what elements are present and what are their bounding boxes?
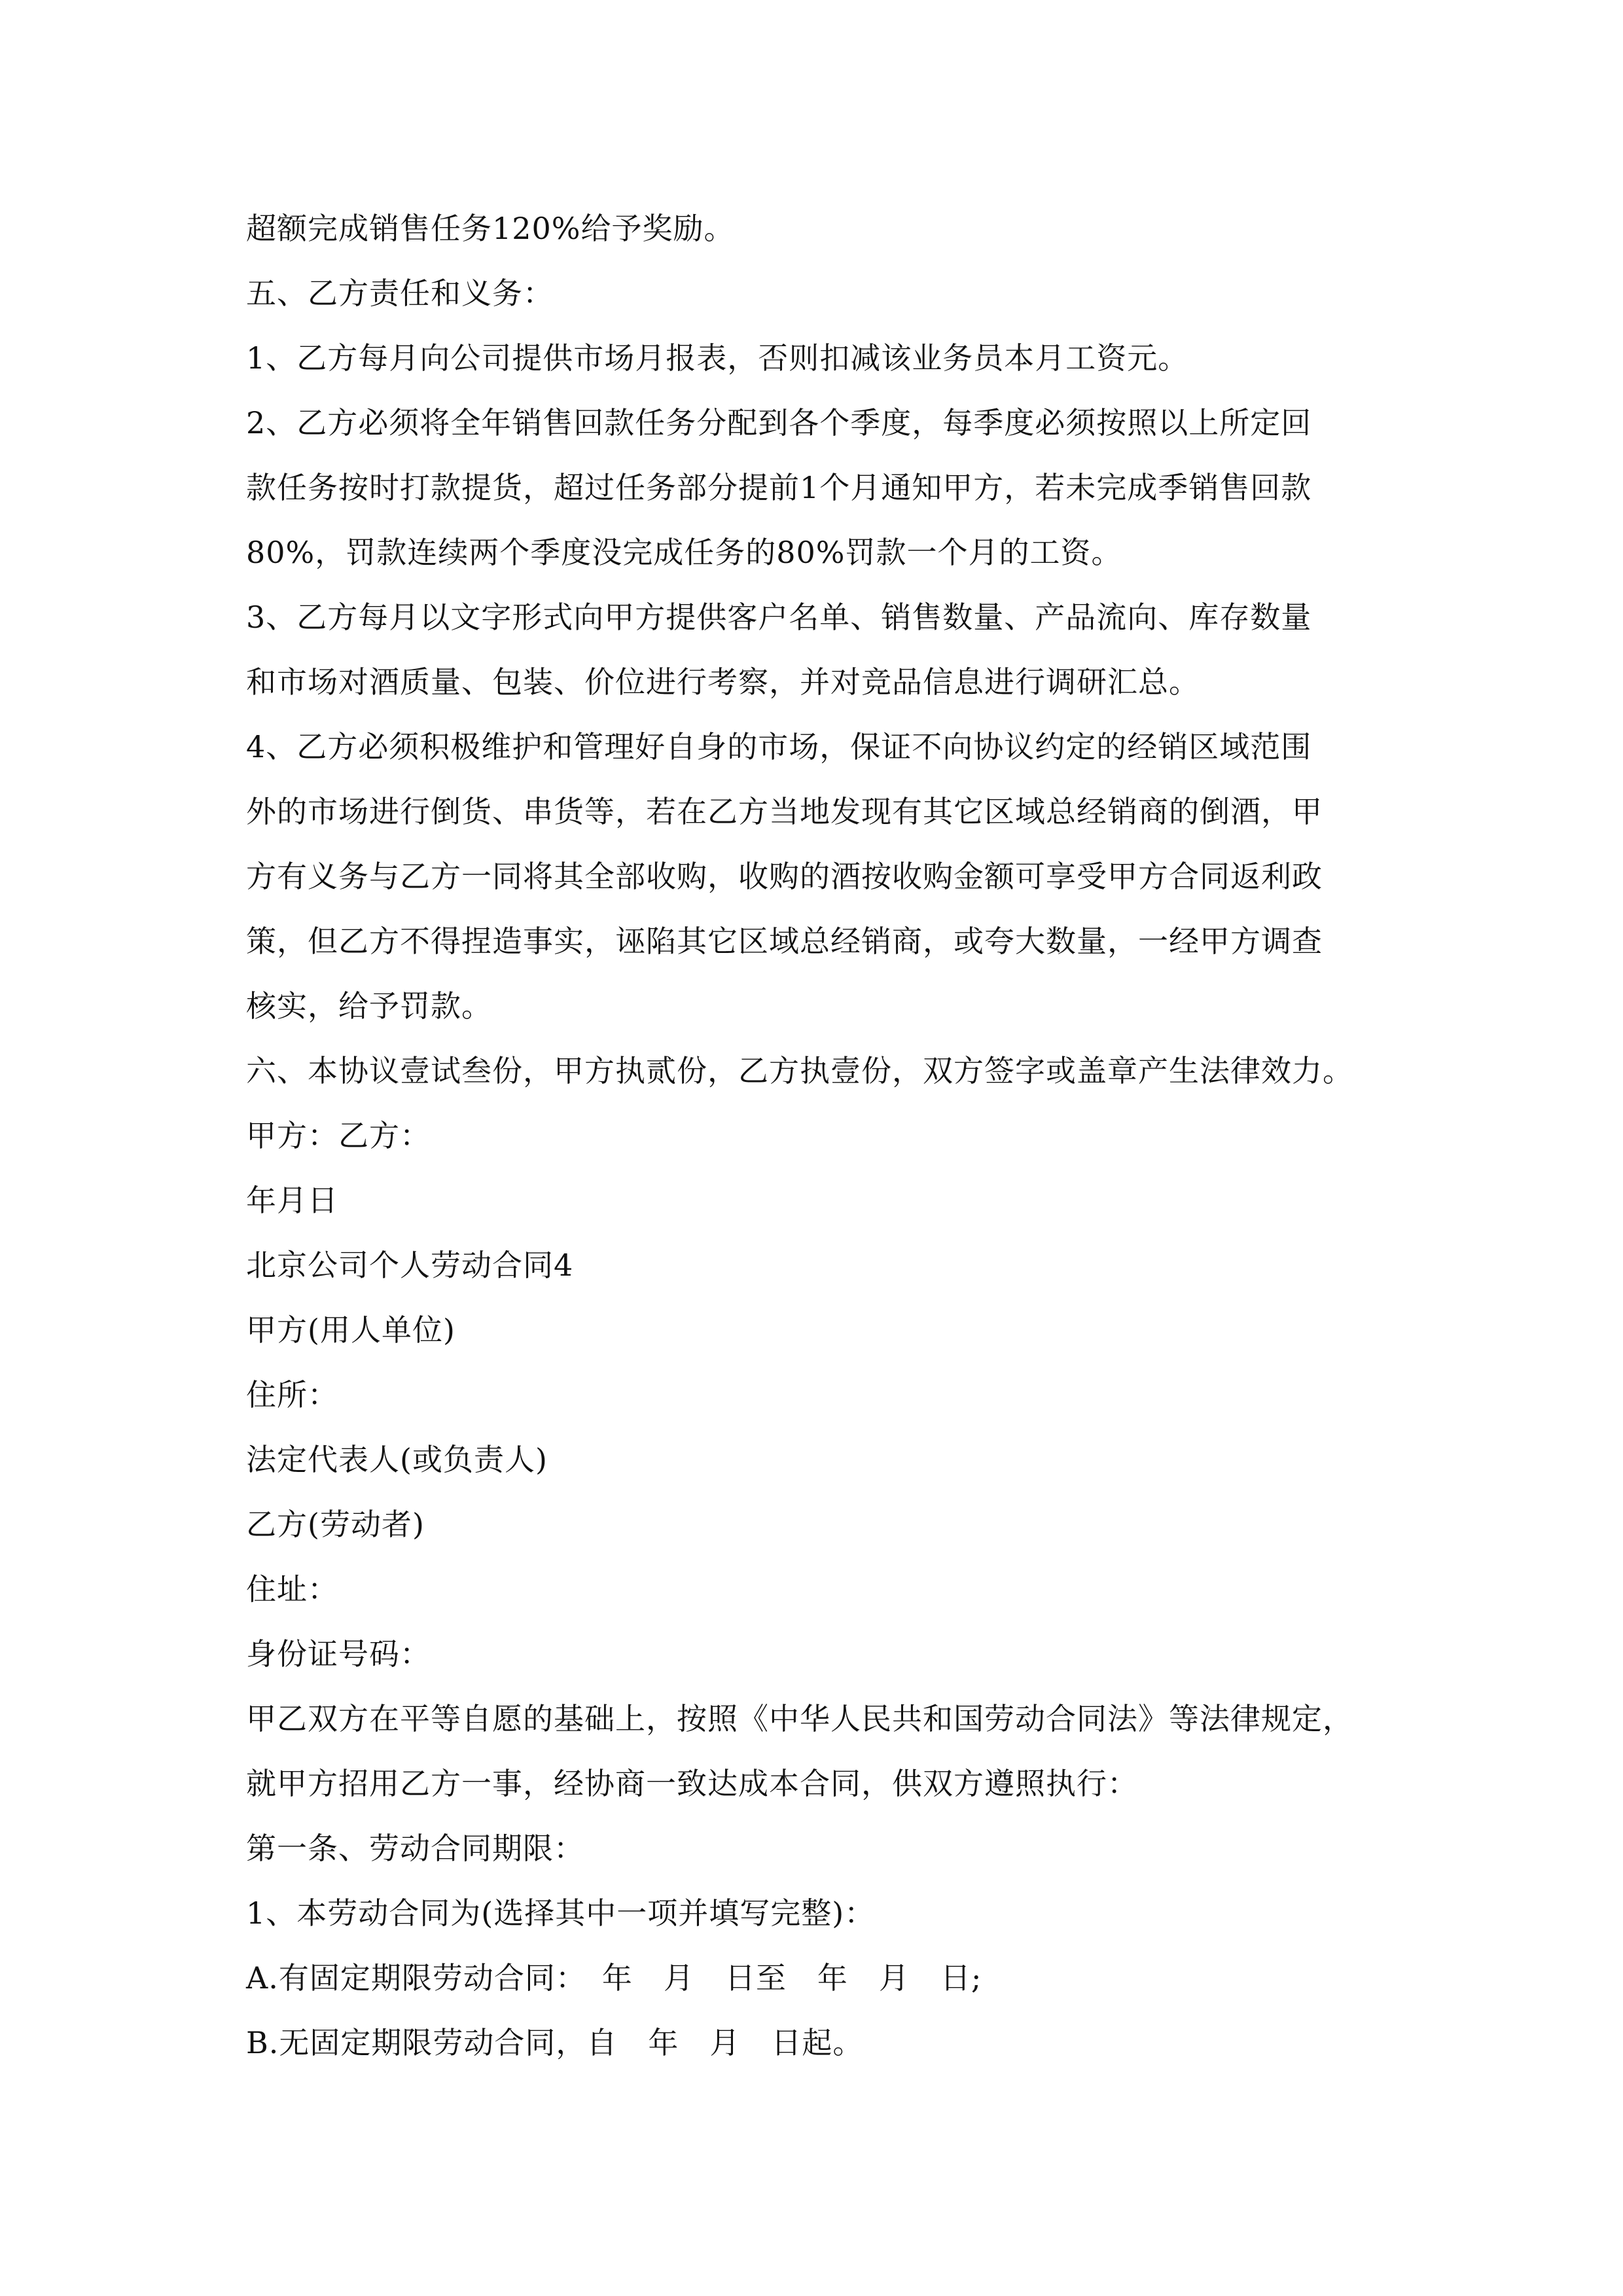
signature-line: 甲方：乙方：	[246, 1118, 431, 1153]
text-line: 和市场对酒质量、包装、价位进行考察，并对竞品信息进行调研汇总。	[246, 664, 1200, 700]
field-label: 乙方(劳动者)	[246, 1507, 425, 1542]
field-label: 住所：	[246, 1377, 338, 1412]
text-line: 方有义务与乙方一同将其全部收购，收购的酒按收购金额可享受甲方合同返利政	[246, 859, 1323, 894]
document-body	[246, 196, 1398, 2075]
text-line: 4、乙方必须积极维护和管理好自身的市场，保证不向协议约定的经销区域范围	[246, 729, 1312, 764]
text-line: 款任务按时打款提货，超过任务部分提前1个月通知甲方，若未完成季销售回款	[246, 470, 1312, 505]
section-heading: 六、本协议壹试叁份，甲方执贰份，乙方执壹份，双方签字或盖章产生法律效力。	[246, 1053, 1353, 1088]
text-line: 1、本劳动合同为(选择其中一项并填写完整)：	[246, 1895, 876, 1931]
text-line: A.有固定期限劳动合同： 年 月 日至 年 月 日;	[246, 1960, 982, 1996]
text-line: 甲乙双方在平等自愿的基础上，按照《中华人民共和国劳动合同法》等法律规定，	[246, 1701, 1353, 1736]
text-line: 80%，罚款连续两个季度没完成任务的80%罚款一个月的工资。	[246, 535, 1122, 570]
field-label: 甲方(用人单位)	[246, 1312, 455, 1348]
field-label: 身份证号码：	[246, 1636, 431, 1672]
text-line: 核实，给予罚款。	[246, 988, 492, 1024]
text-line: 1、乙方每月向公司提供市场月报表，否则扣减该业务员本月工资元。	[246, 340, 1189, 376]
text-line: 超额完成销售任务120%给予奖励。	[246, 211, 735, 246]
document-title: 北京公司个人劳动合同4	[246, 1247, 574, 1283]
text-line: 外的市场进行倒货、串货等，若在乙方当地发现有其它区域总经销商的倒酒，甲	[246, 794, 1323, 829]
section-heading: 五、乙方责任和义务：	[246, 276, 554, 311]
text-line: 2、乙方必须将全年销售回款任务分配到各个季度，每季度必须按照以上所定回	[246, 405, 1312, 440]
field-label: 住址：	[246, 1571, 338, 1607]
text-line: 3、乙方每月以文字形式向甲方提供客户名单、销售数量、产品流向、库存数量	[246, 600, 1312, 635]
field-label: 法定代表人(或负责人)	[246, 1442, 548, 1477]
text-line: B.无固定期限劳动合同，自 年 月 日起。	[246, 2025, 864, 2060]
date-line: 年月日	[246, 1183, 338, 1218]
text-line: 就甲方招用乙方一事，经协商一致达成本合同，供双方遵照执行：	[246, 1766, 1138, 1801]
text-line: 策，但乙方不得捏造事实，诬陷其它区域总经销商，或夸大数量，一经甲方调查	[246, 924, 1323, 959]
section-heading: 第一条、劳动合同期限：	[246, 1831, 584, 1866]
